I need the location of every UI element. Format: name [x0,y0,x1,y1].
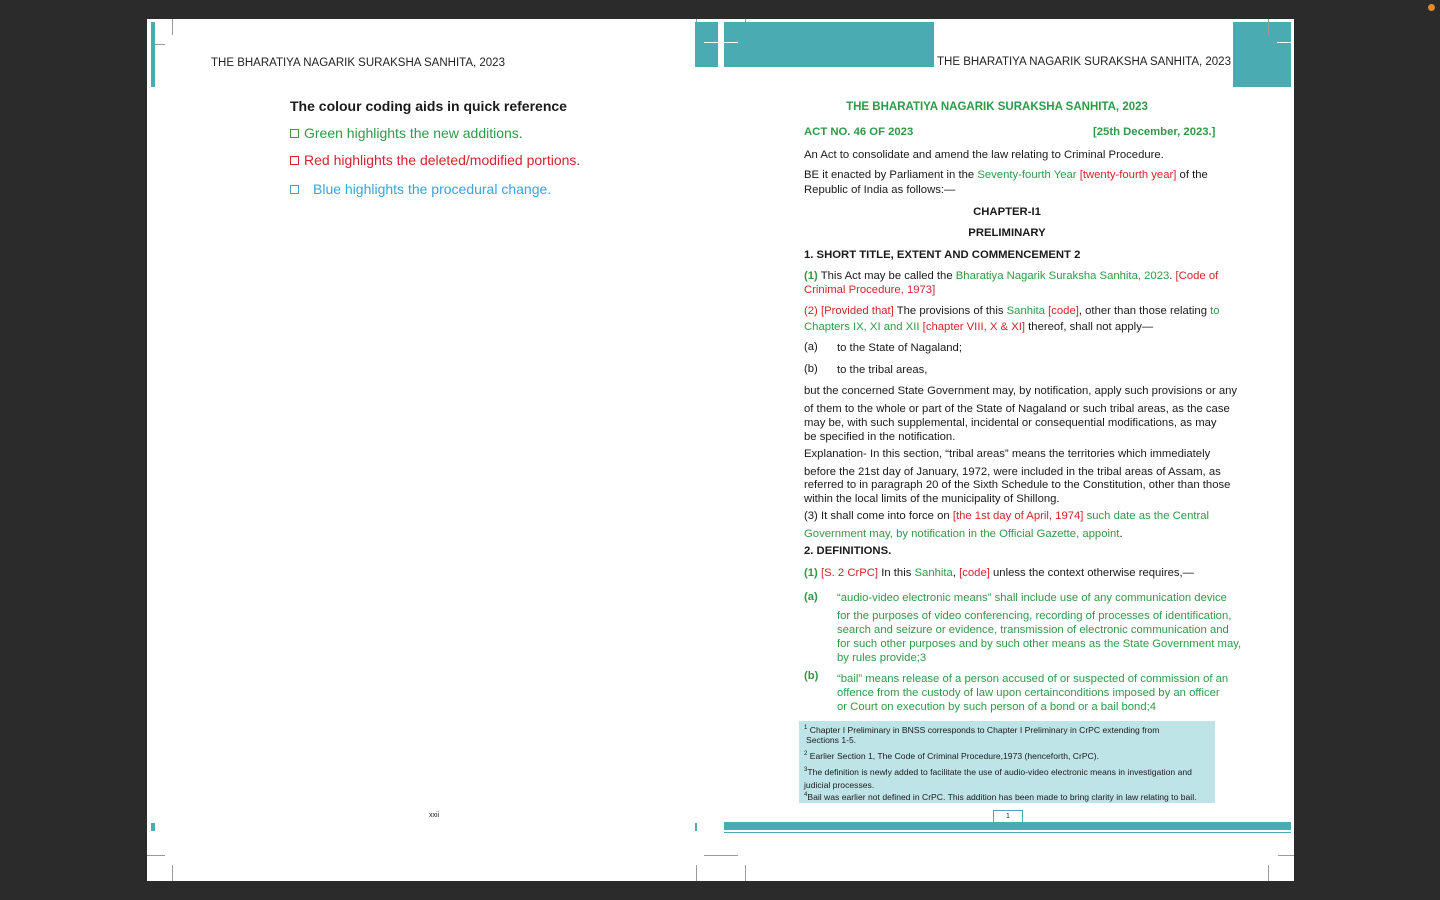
crop-mark [1268,19,1269,35]
chapter-title: PRELIMINARY [968,227,1046,239]
act-date: [25th December, 2023.] [1093,126,1216,138]
green-text: Sanhita [1006,305,1045,317]
left-running-header: THE BHARATIYA NAGARIK SURAKSHA SANHITA, 2023 [211,57,505,69]
teal-footer-rule [724,832,1291,833]
legend-item-red [290,152,580,168]
legend-item-blue [290,181,551,197]
item-label: (a) [804,341,818,353]
green-text: to [1210,305,1220,317]
enacting-clause [804,168,1234,182]
text-run: This Act may be called the [817,270,956,282]
red-text: [S. 2 CrPC] [817,567,879,579]
green-text: such date as the Central [1083,510,1210,522]
teal-bar [695,823,697,831]
footnote [804,764,1192,792]
section1-subsection1 [804,269,1218,283]
teal-block [695,22,718,67]
definition-line: for the purposes of video conferencing, recording of processes of identification, [837,610,1232,622]
explanation-line: Explanation- In this section, “tribal areas” means the territories which immediately [804,448,1211,460]
section1-subsection3-line2 [804,527,1123,541]
red-text: [Code of [1175,270,1219,282]
footnote-mark: 3 [804,767,808,773]
proviso-line: of them to the whole or part of the State of Nagaland or such tribal areas, as the case [804,403,1230,415]
document-spread [147,19,1294,881]
red-text: [chapter VIII, X & XI] [919,321,1026,333]
footnotes-box [799,721,1215,803]
footnote-line: judicial processes. [804,779,875,790]
crop-mark [704,855,738,856]
subsection-number: (1) [804,270,818,282]
crop-mark [1268,865,1269,881]
proviso-line: may be, with such supplemental, incidental or consequential modifications, as may [804,417,1217,429]
legend-title: The colour coding aids in quick reference [290,98,567,114]
proviso-line: be specified in the notification. [804,431,956,443]
red-text: [code] [1044,305,1079,317]
footnote-line: Earlier Section 1, The Code of Criminal Procedure,1973 (henceforth, CrPC). [809,750,1100,761]
explanation-line: referred to in paragraph 20 of the Sixth Schedule to the Constitution, other than those [804,479,1231,491]
item-text: to the State of Nagaland; [837,342,962,354]
definition-line: by rules provide;3 [837,652,927,664]
section1-subsection2 [804,304,1220,318]
crop-mark [704,42,738,43]
section1-subsection1-line2: Crinimal Procedure, 1973] [804,284,936,296]
definition-label: (a) [804,591,818,603]
footnote [804,790,1197,802]
explanation-line: before the 21st day of January, 1972, were included in the tribal areas of Assam, as [804,466,1221,478]
crop-mark [172,865,173,881]
text-run: . [1169,270,1176,282]
teal-footer-bar [724,822,1291,830]
legend-item-text: Red highlights the deleted/modified portions. [304,152,581,168]
definition-line: “bail” means release of a person accused of or suspected of commission of an [837,673,1229,685]
text-run: unless the context otherwise requires,— [989,567,1194,579]
red-text: [the 1st day of April, 1974] [952,510,1084,522]
section2-subsection1 [804,566,1194,580]
legend-item-text: Blue highlights the procedural change. [313,181,552,197]
left-page-number: xxii [429,812,440,819]
enacting-clause-line2: Republic of India as follows:— [804,184,956,196]
definition-line: offence from the custody of law upon certainconditions imposed by an officer [837,687,1220,699]
footnote [804,749,1099,761]
footnote-line: The definition is newly added to facilitate the use of audio-video electronic means in investigation and [807,766,1192,777]
right-page-number: 1 [993,810,1023,823]
document-title: THE BHARATIYA NAGARIK SURAKSHA SANHITA, 2023 [846,101,1148,113]
act-number: ACT NO. 46 OF 2023 [804,126,914,138]
footnote-line: Bail was earlier not defined in CrPC. This addition has been made to bring clarity in law relating to bail. [807,791,1197,802]
footnote [804,723,1159,746]
section2-heading: 2. DEFINITIONS. [804,545,892,557]
green-text: Chapters IX, XI and XII [804,321,920,333]
crop-mark [696,865,697,881]
crop-mark [147,855,165,856]
section1-heading: 1. SHORT TITLE, EXTENT AND COMMENCEMENT 2 [804,249,1081,261]
footnote-mark: 1 [804,725,808,731]
text-run: (3) It shall come into force on [804,510,953,522]
text-run: of the [1176,169,1208,181]
red-box-icon [290,156,299,165]
proviso-line: but the concerned State Government may, by notification, apply such provisions or any [804,385,1238,397]
teal-header-block [724,22,934,67]
blue-box-icon [290,185,299,194]
footnote-line: Chapter I Preliminary in BNSS corresponds to Chapter I Preliminary in CrPC extending from [809,724,1160,735]
definition-label: (b) [804,670,819,682]
definition-line: for such other purposes and by such other means as the State Government may, [837,638,1242,650]
crop-mark [1278,855,1294,856]
green-text: Sanhita [914,567,953,579]
legend-item-text: Green highlights the new additions. [304,125,523,141]
right-running-header: THE BHARATIYA NAGARIK SURAKSHA SANHITA, 2023 [937,56,1231,68]
text-run: , other than those relating [1078,305,1211,317]
subsection-number: (1) [804,567,818,579]
crop-mark [172,19,173,35]
item-label: (b) [804,363,818,375]
green-text: Government may, by notification in the Official Gazette, appoint [804,528,1120,540]
section1-subsection2-line2 [804,320,1153,334]
text-run: The provisions of this [893,305,1007,317]
text-run: . [1119,528,1123,540]
red-text: (2) [Provided that] [804,305,894,317]
definition-line: “audio-video electronic means” shall include use of any communication device [837,592,1227,604]
definition-line: search and seizure or evidence, transmission of electronic communication and [837,624,1229,636]
footnote-mark: 4 [804,792,808,798]
status-dot [1428,4,1435,11]
legend-item-green [290,125,523,141]
crop-mark [1277,42,1294,43]
section1-subsection3 [804,509,1209,523]
red-text: [code] [959,567,990,579]
red-text: [twenty-fourth year] [1076,169,1177,181]
text-run: , [952,567,960,579]
footnote-line: Sections 1-5. [806,735,857,746]
green-box-icon [290,129,299,138]
chapter-heading: CHAPTER-I1 [973,206,1041,218]
text-run: BE it enacted by Parliament in the [804,169,978,181]
green-text: Seventy-fourth Year [977,169,1077,181]
explanation-line: within the local limits of the municipality of Shillong. [804,493,1060,505]
teal-bar [151,823,155,831]
teal-corner-block [1233,22,1291,87]
definition-line: or Court on execution by such person of a bond or a bail bond;4 [837,701,1157,713]
teal-bar [151,22,155,87]
item-text: to the tribal areas, [837,364,928,376]
text-run: thereof, shall not apply— [1025,321,1154,333]
green-text: Bharatiya Nagarik Suraksha Sanhita, 2023 [955,270,1170,282]
text-run: In this [878,567,915,579]
crop-mark [745,865,746,881]
act-intro: An Act to consolidate and amend the law relating to Criminal Procedure. [804,149,1164,161]
footnote-mark: 2 [804,751,808,757]
